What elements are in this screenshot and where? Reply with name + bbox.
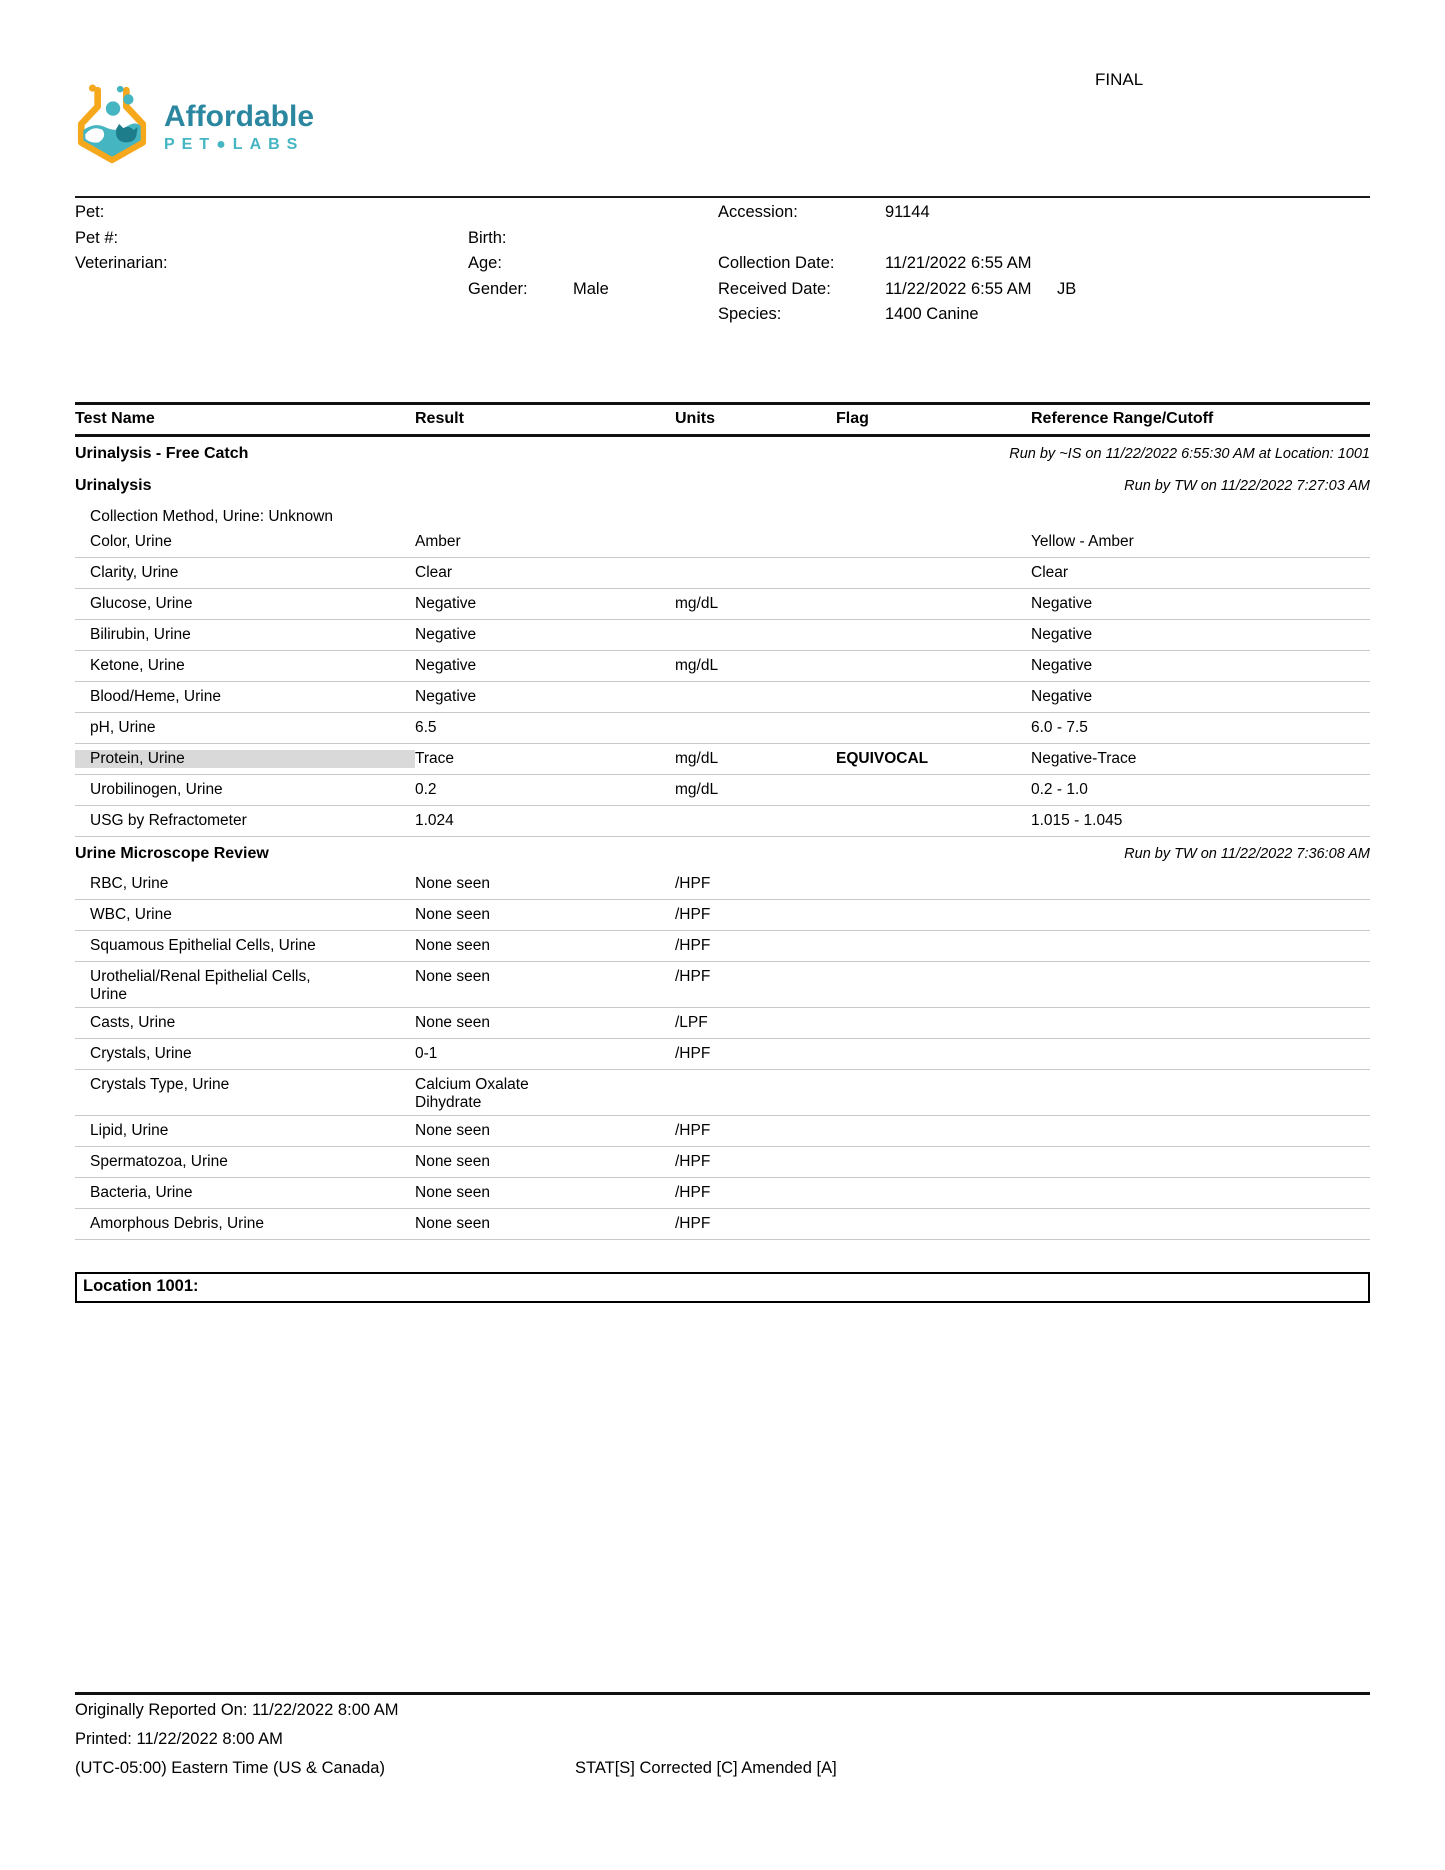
- section-header-row: [75, 437, 1370, 469]
- species-label: Species:: [718, 305, 782, 323]
- info-row: [75, 254, 1370, 280]
- units-cell: mg/dL: [675, 595, 719, 612]
- test-name-text: Lipid, Urine: [90, 1122, 169, 1139]
- result-cell: [415, 937, 675, 955]
- originally-reported-text: Originally Reported On: 11/22/2022 8:00 AM: [75, 1701, 399, 1719]
- reference-range-cell: Clear: [1031, 564, 1069, 581]
- units-cell: /HPF: [675, 1045, 711, 1062]
- test-name-text: Ketone, Urine: [90, 657, 185, 674]
- printed-text: Printed: 11/22/2022 8:00 AM: [75, 1730, 283, 1748]
- units-cell: /HPF: [675, 1153, 711, 1170]
- header-divider: [75, 196, 1370, 198]
- result-cell: [415, 595, 675, 613]
- results-table-header: [75, 402, 1370, 437]
- test-name-text: Crystals Type, Urine: [90, 1076, 230, 1093]
- section-header-row: [75, 469, 1370, 501]
- test-name-text: Crystals, Urine: [90, 1045, 192, 1062]
- result-text: Negative: [415, 688, 477, 705]
- test-name-text: Bacteria, Urine: [90, 1184, 193, 1201]
- info-row: [75, 229, 1370, 255]
- result-cell: [415, 750, 675, 768]
- status-legend-text: STAT[S] Corrected [C] Amended [A]: [575, 1759, 837, 1777]
- column-header-flag: Flag: [836, 410, 869, 427]
- reference-range-cell: Yellow - Amber: [1031, 533, 1134, 550]
- info-row: [75, 280, 1370, 306]
- result-cell: [415, 1045, 675, 1063]
- result-text: Negative: [415, 626, 477, 643]
- reference-range-cell: 0.2 - 1.0: [1031, 781, 1088, 798]
- result-cell: [415, 564, 675, 582]
- reference-range-cell: 1.015 - 1.045: [1031, 812, 1123, 829]
- test-name-cell: [75, 906, 415, 924]
- test-result-row: [75, 527, 1370, 558]
- result-cell: [415, 906, 675, 924]
- test-name-cell: [75, 564, 415, 582]
- result-cell: [415, 781, 675, 799]
- age-label: Age:: [468, 254, 502, 272]
- pet-label: Pet:: [75, 203, 105, 221]
- test-name-text: Clarity, Urine: [90, 564, 179, 581]
- section-title: Urine Microscope Review: [75, 845, 269, 862]
- test-name-text: Casts, Urine: [90, 1014, 176, 1031]
- gender-label: Gender:: [468, 279, 528, 298]
- units-cell: mg/dL: [675, 750, 719, 767]
- result-cell: [415, 1153, 675, 1171]
- test-result-row: [75, 931, 1370, 962]
- test-name-cell: [75, 812, 415, 830]
- logo-subtitle-text: PET●LABS: [164, 135, 305, 153]
- test-result-row: [75, 900, 1370, 931]
- test-name-text: WBC, Urine: [90, 906, 172, 923]
- test-name-text: Protein, Urine: [90, 750, 185, 767]
- birth-label: Birth:: [468, 228, 507, 247]
- logo-name-text: Affordable: [164, 99, 314, 133]
- test-name-cell: [75, 719, 415, 737]
- pet-number-label: Pet #:: [75, 228, 119, 247]
- veterinarian-label: Veterinarian:: [75, 254, 168, 272]
- footer-row: [75, 1730, 1370, 1759]
- test-name-text: USG by Refractometer: [90, 812, 247, 829]
- test-name-text: Spermatozoa, Urine: [90, 1153, 228, 1170]
- test-result-row: [75, 1008, 1370, 1039]
- test-result-row: [75, 620, 1370, 651]
- section-header-row: [75, 837, 1370, 869]
- info-row: [75, 305, 1370, 331]
- collection-date-value: 11/21/2022 6:55 AM: [885, 254, 1032, 272]
- result-text: None seen: [415, 875, 490, 892]
- result-text: None seen: [415, 1014, 490, 1031]
- test-result-row: [75, 1116, 1370, 1147]
- test-name-cell: [75, 875, 415, 893]
- result-cell: [415, 812, 675, 830]
- affordable-pet-labs-logo: [72, 84, 314, 171]
- result-text: Negative: [415, 595, 477, 612]
- note-row: [75, 501, 1370, 527]
- result-text: Trace: [415, 750, 455, 767]
- result-cell: [415, 657, 675, 675]
- reference-range-cell: Negative: [1031, 595, 1093, 612]
- result-text: 1.024: [415, 812, 454, 829]
- units-cell: /HPF: [675, 968, 711, 985]
- collection-method-note: Collection Method, Urine: Unknown: [90, 508, 333, 525]
- result-text: None seen: [415, 1153, 490, 1170]
- test-result-row: [75, 682, 1370, 713]
- result-text: 0.2: [415, 781, 437, 798]
- test-name-text: Amorphous Debris, Urine: [90, 1215, 265, 1232]
- result-cell: [415, 719, 675, 737]
- patient-info-block: [75, 203, 1370, 331]
- units-cell: /HPF: [675, 937, 711, 954]
- result-text: None seen: [415, 937, 490, 954]
- test-name-text: Urobilinogen, Urine: [90, 781, 223, 798]
- test-result-row: [75, 1178, 1370, 1209]
- units-cell: /HPF: [675, 1184, 711, 1201]
- test-name-cell: [75, 626, 415, 644]
- result-text: None seen: [415, 1122, 490, 1139]
- test-name-cell: [75, 1184, 415, 1202]
- test-result-row: [75, 1147, 1370, 1178]
- units-cell: mg/dL: [675, 657, 719, 674]
- result-cell: [415, 1215, 675, 1233]
- test-name-cell: [75, 750, 415, 768]
- column-header-test-name: Test Name: [75, 410, 155, 427]
- test-name-cell: [75, 937, 415, 955]
- test-result-row: [75, 558, 1370, 589]
- result-cell: [415, 1014, 675, 1032]
- result-text: 0-1: [415, 1045, 438, 1062]
- test-result-row: [75, 713, 1370, 744]
- units-cell: mg/dL: [675, 781, 719, 798]
- species-value: 1400 Canine: [885, 305, 979, 323]
- units-cell: /HPF: [675, 1215, 711, 1232]
- footer-row: [75, 1759, 1370, 1788]
- result-text: Negative: [415, 657, 477, 674]
- test-result-row: [75, 651, 1370, 682]
- section-title: Urinalysis - Free Catch: [75, 445, 249, 462]
- flask-pets-icon: [72, 84, 152, 171]
- result-cell: [415, 533, 675, 551]
- received-date-label: Received Date:: [718, 279, 831, 298]
- section-title: Urinalysis: [75, 477, 152, 494]
- accession-value: 91144: [885, 203, 930, 221]
- result-cell: [415, 875, 675, 893]
- results-table: [75, 402, 1370, 1240]
- footer-divider: [75, 1692, 1370, 1695]
- flag-cell: EQUIVOCAL: [836, 750, 929, 767]
- test-name-cell: [75, 1045, 415, 1063]
- result-text: Calcium Oxalate Dihydrate: [415, 1076, 529, 1111]
- test-name-text: Squamous Epithelial Cells, Urine: [90, 937, 316, 954]
- report-status: FINAL: [1095, 70, 1144, 89]
- test-name-cell: [75, 688, 415, 706]
- test-name-text: Glucose, Urine: [90, 595, 193, 612]
- received-by-initials: JB: [1057, 279, 1077, 298]
- reference-range-cell: Negative: [1031, 657, 1093, 674]
- test-result-row: [75, 806, 1370, 837]
- test-result-row: [75, 1070, 1370, 1116]
- logo-wordmark: [164, 99, 314, 154]
- units-cell: /HPF: [675, 1122, 711, 1139]
- test-result-row: [75, 1039, 1370, 1070]
- test-name-cell: [75, 1153, 415, 1171]
- test-name-text: RBC, Urine: [90, 875, 169, 892]
- test-name-text: Color, Urine: [90, 533, 172, 550]
- result-text: None seen: [415, 1215, 490, 1232]
- result-text: 6.5: [415, 719, 437, 736]
- result-cell: [415, 968, 675, 986]
- test-name-cell: [75, 1122, 415, 1140]
- result-cell: [415, 688, 675, 706]
- test-name-cell: [75, 781, 415, 799]
- result-text: None seen: [415, 968, 490, 985]
- test-name-cell: [75, 1014, 415, 1032]
- accession-label: Accession:: [718, 203, 798, 221]
- result-text: Clear: [415, 564, 453, 581]
- test-name-text: pH, Urine: [90, 719, 156, 736]
- result-text: None seen: [415, 906, 490, 923]
- test-result-row: [75, 869, 1370, 900]
- test-name-cell: [75, 533, 415, 551]
- received-date-value: 11/22/2022 6:55 AM: [885, 279, 1032, 298]
- result-text: Amber: [415, 533, 461, 550]
- reference-range-cell: Negative: [1031, 626, 1093, 643]
- test-result-row: [75, 962, 1370, 1008]
- test-result-row: [75, 775, 1370, 806]
- result-text: None seen: [415, 1184, 490, 1201]
- run-by-annotation: Run by ~IS on 11/22/2022 6:55:30 AM at Location: 1001: [1009, 446, 1370, 462]
- test-name-text: Bilirubin, Urine: [90, 626, 191, 643]
- result-cell: [415, 1076, 675, 1112]
- test-result-row: [75, 744, 1370, 775]
- test-name-cell: [75, 657, 415, 675]
- test-name-text: Urothelial/Renal Epithelial Cells, Urine: [90, 968, 311, 1003]
- test-name-cell: [75, 1215, 415, 1233]
- location-box: Location 1001:: [75, 1272, 1370, 1303]
- test-name-cell: [75, 595, 415, 613]
- test-result-row: [75, 589, 1370, 620]
- column-header-reference-range: Reference Range/Cutoff: [1031, 410, 1214, 427]
- result-cell: [415, 1122, 675, 1140]
- test-name-text: Blood/Heme, Urine: [90, 688, 221, 705]
- test-name-cell: [75, 1076, 415, 1094]
- results-rows: [75, 437, 1370, 1240]
- column-header-units: Units: [675, 410, 715, 427]
- column-header-result: Result: [415, 410, 464, 427]
- run-by-annotation: Run by TW on 11/22/2022 7:27:03 AM: [1124, 478, 1370, 494]
- reference-range-cell: Negative-Trace: [1031, 750, 1137, 767]
- timezone-text: (UTC-05:00) Eastern Time (US & Canada): [75, 1759, 385, 1777]
- units-cell: /HPF: [675, 906, 711, 923]
- reference-range-cell: 6.0 - 7.5: [1031, 719, 1088, 736]
- report-footer: [75, 1701, 1370, 1788]
- footer-row: [75, 1701, 1370, 1730]
- test-result-row: [75, 1209, 1370, 1240]
- info-row: [75, 203, 1370, 229]
- reference-range-cell: Negative: [1031, 688, 1093, 705]
- gender-value: Male: [573, 279, 609, 298]
- result-cell: [415, 626, 675, 644]
- run-by-annotation: Run by TW on 11/22/2022 7:36:08 AM: [1124, 846, 1370, 862]
- collection-date-label: Collection Date:: [718, 254, 835, 272]
- units-cell: /LPF: [675, 1014, 708, 1031]
- test-name-cell: [75, 968, 415, 1004]
- result-cell: [415, 1184, 675, 1202]
- units-cell: /HPF: [675, 875, 711, 892]
